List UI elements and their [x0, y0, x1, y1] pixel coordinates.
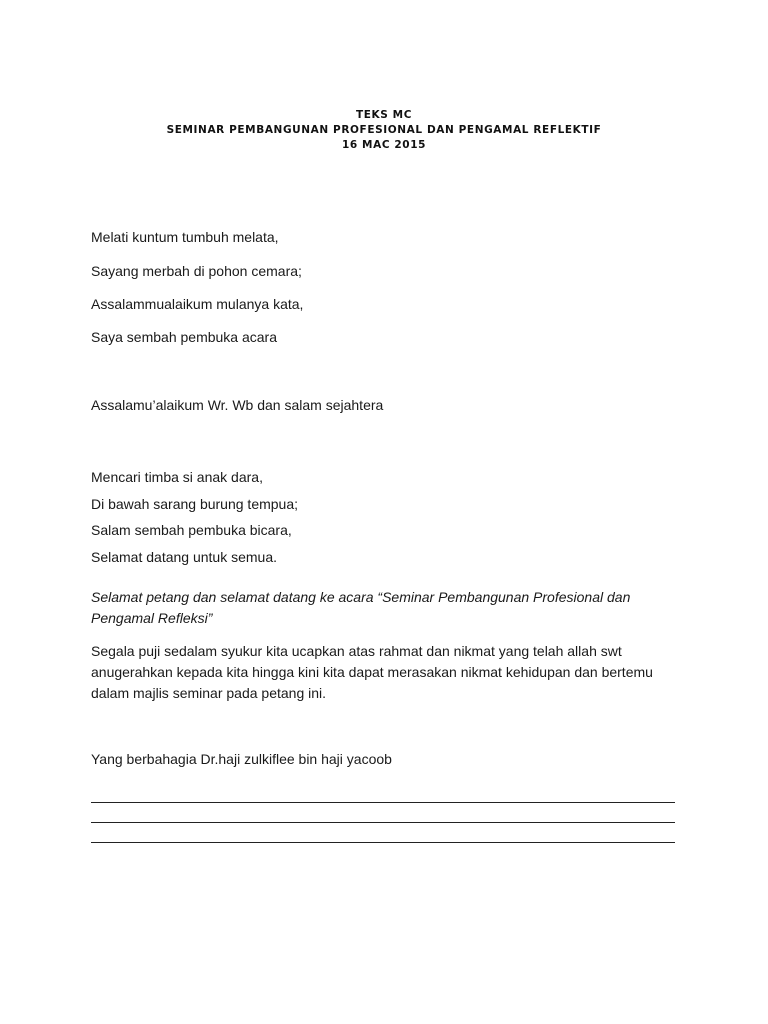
blank-writing-line — [91, 822, 675, 823]
header-title: TEKS MC — [355, 109, 413, 121]
body-paragraph: Segala puji sedalam syukur kita ucapkan atas rahmat dan nikmat yang telah allah swt anugerahkan kepada kita hingga kini kita dapat merasakan nikmat kehidupan dan bertemu dalam majlis seminar pada petang ini. — [91, 643, 653, 701]
blank-writing-line — [91, 842, 675, 843]
pantun2-line-1: Mencari timba si anak dara, — [91, 469, 263, 485]
address-line: Yang berbahagia Dr.haji zulkiflee bin haji yacoob — [91, 751, 392, 767]
pantun2-line-2: Di bawah sarang burung tempua; — [91, 496, 299, 512]
document-header — [0, 108, 768, 153]
header-event-name: SEMINAR PEMBANGUNAN PROFESIONAL DAN PENGAMAL REFLEKTIF — [166, 124, 602, 136]
pantun2-line-4: Selamat datang untuk semua. — [91, 549, 278, 565]
greeting-line: Assalamu’alaikum Wr. Wb dan salam sejahtera — [91, 397, 384, 413]
header-date: 16 MAC 2015 — [341, 139, 427, 151]
welcome-italic-paragraph: Selamat petang dan selamat datang ke acara “Seminar Pembangunan Profesional dan Pengamal Refleksi” — [91, 589, 631, 626]
blank-writing-line — [91, 802, 675, 803]
pantun1-line-2: Sayang merbah di pohon cemara; — [91, 263, 302, 279]
pantun1-line-4: Saya sembah pembuka acara — [91, 329, 277, 345]
pantun1-line-1: Melati kuntum tumbuh melata, — [91, 229, 279, 245]
pantun1-line-3: Assalammualaikum mulanya kata, — [91, 296, 304, 312]
pantun2-line-3: Salam sembah pembuka bicara, — [91, 522, 292, 538]
